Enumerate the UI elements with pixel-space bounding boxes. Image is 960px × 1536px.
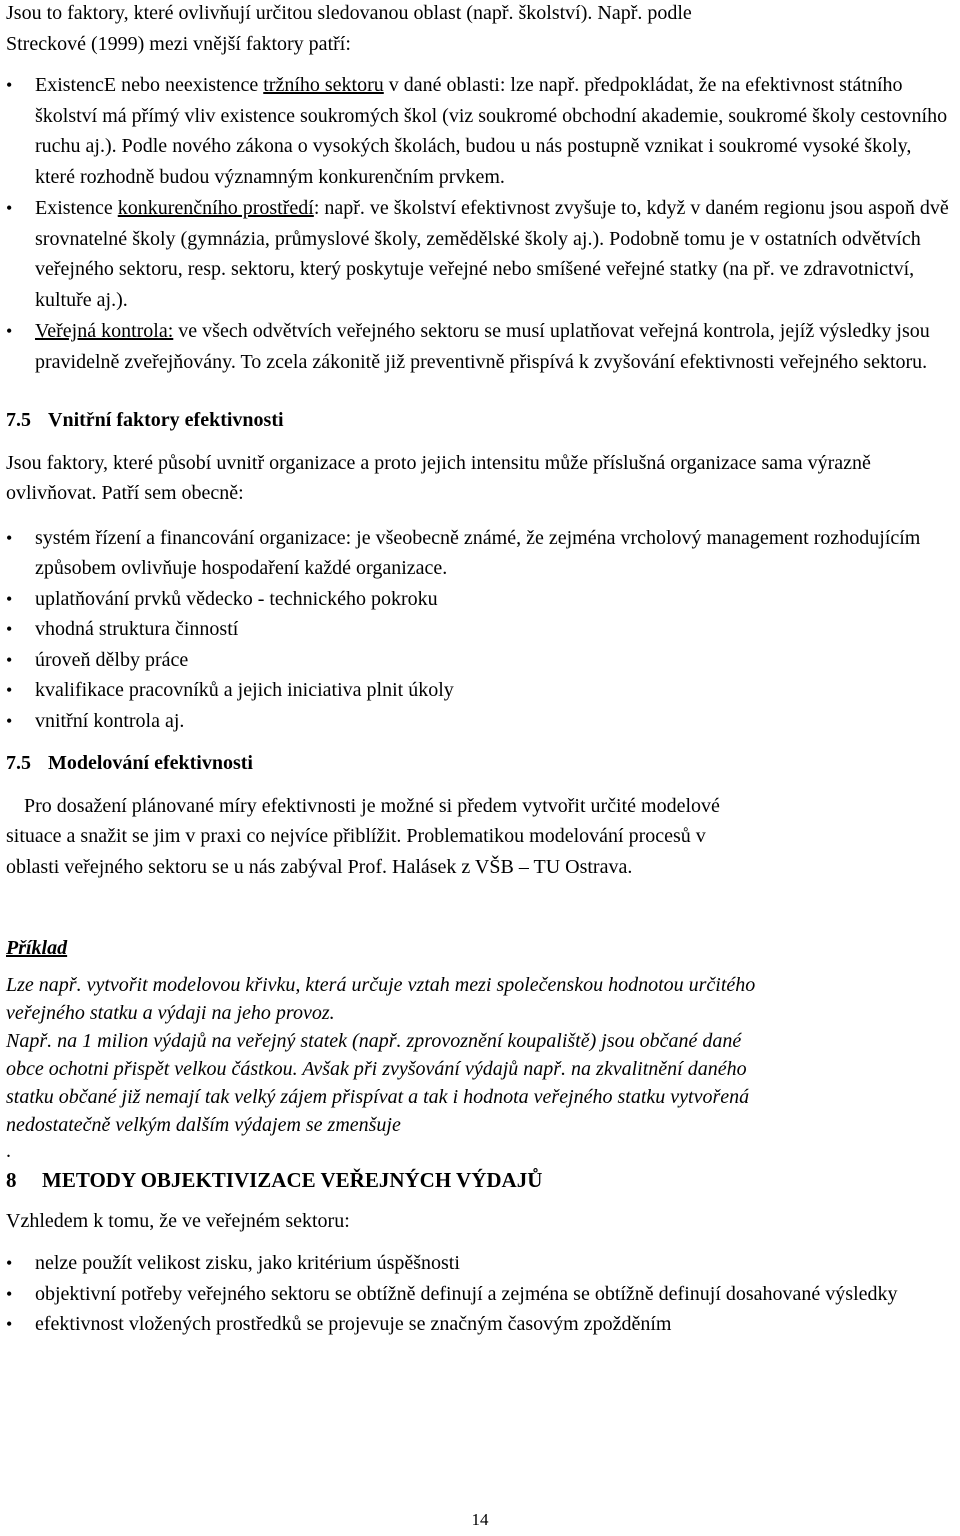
bullet-icon: • — [6, 710, 13, 731]
example-block — [6, 934, 956, 1139]
internal-factors-list — [6, 523, 956, 737]
example-line: obce ochotni přispět velkou částkou. Avšak při zvyšování výdajů např. na zkvalitnění daného — [6, 1058, 747, 1080]
stray-dot: . — [6, 1140, 11, 1162]
underlined-term: Veřejná kontrola: — [35, 320, 174, 342]
example-line: Lze např. vytvořit modelovou křivku, která určuje vztah mezi společenskou hodnotou určitého — [6, 974, 756, 996]
example-line: veřejného statku a výdaji na jeho provoz. — [6, 1002, 335, 1024]
bullet-icon: • — [6, 75, 13, 95]
bullet-icon: • — [6, 649, 13, 670]
model-line-3: oblasti veřejného sektoru se u nás zabýval Prof. Halásek z VŠB – TU Ostrava. — [6, 855, 633, 878]
bullet-icon: • — [6, 1253, 13, 1273]
section-heading-internal: 7.5 Vnitřní faktory efektivnosti — [6, 409, 284, 431]
list-item: • Existence konkurenčního prostředí: např. ve školství efektivnost zvyšuje to, když v daném regionu jsou aspoň dvě srovnatelné školy (gymnázia, průmyslové školy, zemědělské školy aj.). Podobně tomu je v ostatních odvětvích veřejného sektoru, resp. sektoru, který poskytuje veřejné nebo smíšené veřejné statky (na př. ve zdravotnictví, kultuře aj.). — [6, 193, 956, 315]
bullet-icon: • — [6, 1283, 13, 1304]
example-heading: Příklad — [6, 937, 68, 959]
example-line: Např. na 1 milion výdajů na veřejný statek (např. zprovoznění koupaliště) jsou občané dané — [6, 1030, 742, 1052]
document-page — [6, 0, 956, 1340]
model-line-2: situace a snažit se jim v praxi co nejvíce přiblížit. Problematikou modelování procesů v — [6, 825, 706, 847]
list-item: • úroveň dělby práce — [6, 645, 956, 676]
list-item: • kvalifikace pracovníků a jejich iniciativa plnit úkoly — [6, 675, 956, 706]
bullet-icon: • — [6, 527, 13, 548]
example-line: statku občané již nemají tak velký zájem přispívat a tak i hodnota veřejného statku vytvořená — [6, 1086, 750, 1108]
bullet-icon: • — [6, 680, 13, 700]
bullet-icon: • — [6, 1314, 13, 1334]
list-item: • systém řízení a financování organizace: je všeobecně známé, že zejména vrcholový management rozhodujícím způsobem ovlivňuje hospodaření každé organizace. — [6, 523, 956, 584]
section-heading-model: 7.5 Modelování efektivnosti — [6, 752, 253, 774]
section-heading-8: 8 METODY OBJEKTIVIZACE VEŘEJNÝCH VÝDAJŮ — [6, 1168, 543, 1192]
model-line-1: Pro dosažení plánované míry efektivnosti je možné si předem vytvořit určité modelové — [24, 794, 720, 817]
underlined-term: tržního sektoru — [263, 74, 384, 96]
bullet-icon: • — [6, 588, 13, 609]
list-item: • Veřejná kontrola: ve všech odvětvích veřejného sektoru se musí uplatňovat veřejná kontrola, jejíž výsledky jsou pravidelně zveřejňovány. To zcela zákonitě již preventivně přispívá k zvyšování efektivnosti veřejného sektoru. — [6, 316, 956, 377]
section-8-intro: Vzhledem k tomu, že ve veřejném sektoru: — [6, 1209, 350, 1232]
list-item: • vhodná struktura činností — [6, 614, 956, 645]
example-line: nedostatečně velkým dalším výdajem se zmenšuje — [6, 1114, 401, 1136]
intro-line-1: Jsou to faktory, které ovlivňují určitou sledovanou oblast (např. školství). Např. podle — [6, 2, 692, 24]
bullet-icon: • — [6, 321, 13, 341]
page-number: 14 — [471, 1510, 489, 1529]
public-sector-list — [6, 1248, 956, 1340]
bullet-icon: • — [6, 198, 13, 218]
intro-line-2: Streckové (1999) mezi vnější faktory patří: — [6, 32, 351, 55]
bullet-icon: • — [6, 619, 13, 639]
list-item: • vnitřní kontrola aj. — [6, 706, 956, 737]
underlined-term: konkurenčního prostředí — [117, 197, 314, 219]
list-item: • objektivní potřeby veřejného sektoru se obtížně definují a zejména se obtížně definují dosahované výsledky — [6, 1279, 956, 1310]
list-item: • uplatňování prvků vědecko - technického pokroku — [6, 584, 956, 615]
external-factors-list — [6, 70, 956, 377]
list-item: • efektivnost vložených prostředků se projevuje se značným časovým zpožděním — [6, 1309, 956, 1340]
list-item: • ExistencE nebo neexistence tržního sektoru v dané oblasti: lze např. předpokládat, že na efektivnost státního školství má přímý vliv existence soukromých škol (viz soukromé obchodní akademie, soukromé školy cestovního ruchu aj.). Podle nového zákona o vysokých školách, budou u nás postupně vznikat i soukromé vysoké školy, které rozhodně budou významným konkurenčním prvkem. — [6, 70, 956, 192]
list-item: • nelze použít velikost zisku, jako kritérium úspěšnosti — [6, 1248, 956, 1279]
internal-intro: Jsou faktory, které působí uvnitř organizace a proto jejich intensitu může příslušná organizace sama výrazně ovlivňovat. Patří sem obecně: — [6, 451, 871, 504]
